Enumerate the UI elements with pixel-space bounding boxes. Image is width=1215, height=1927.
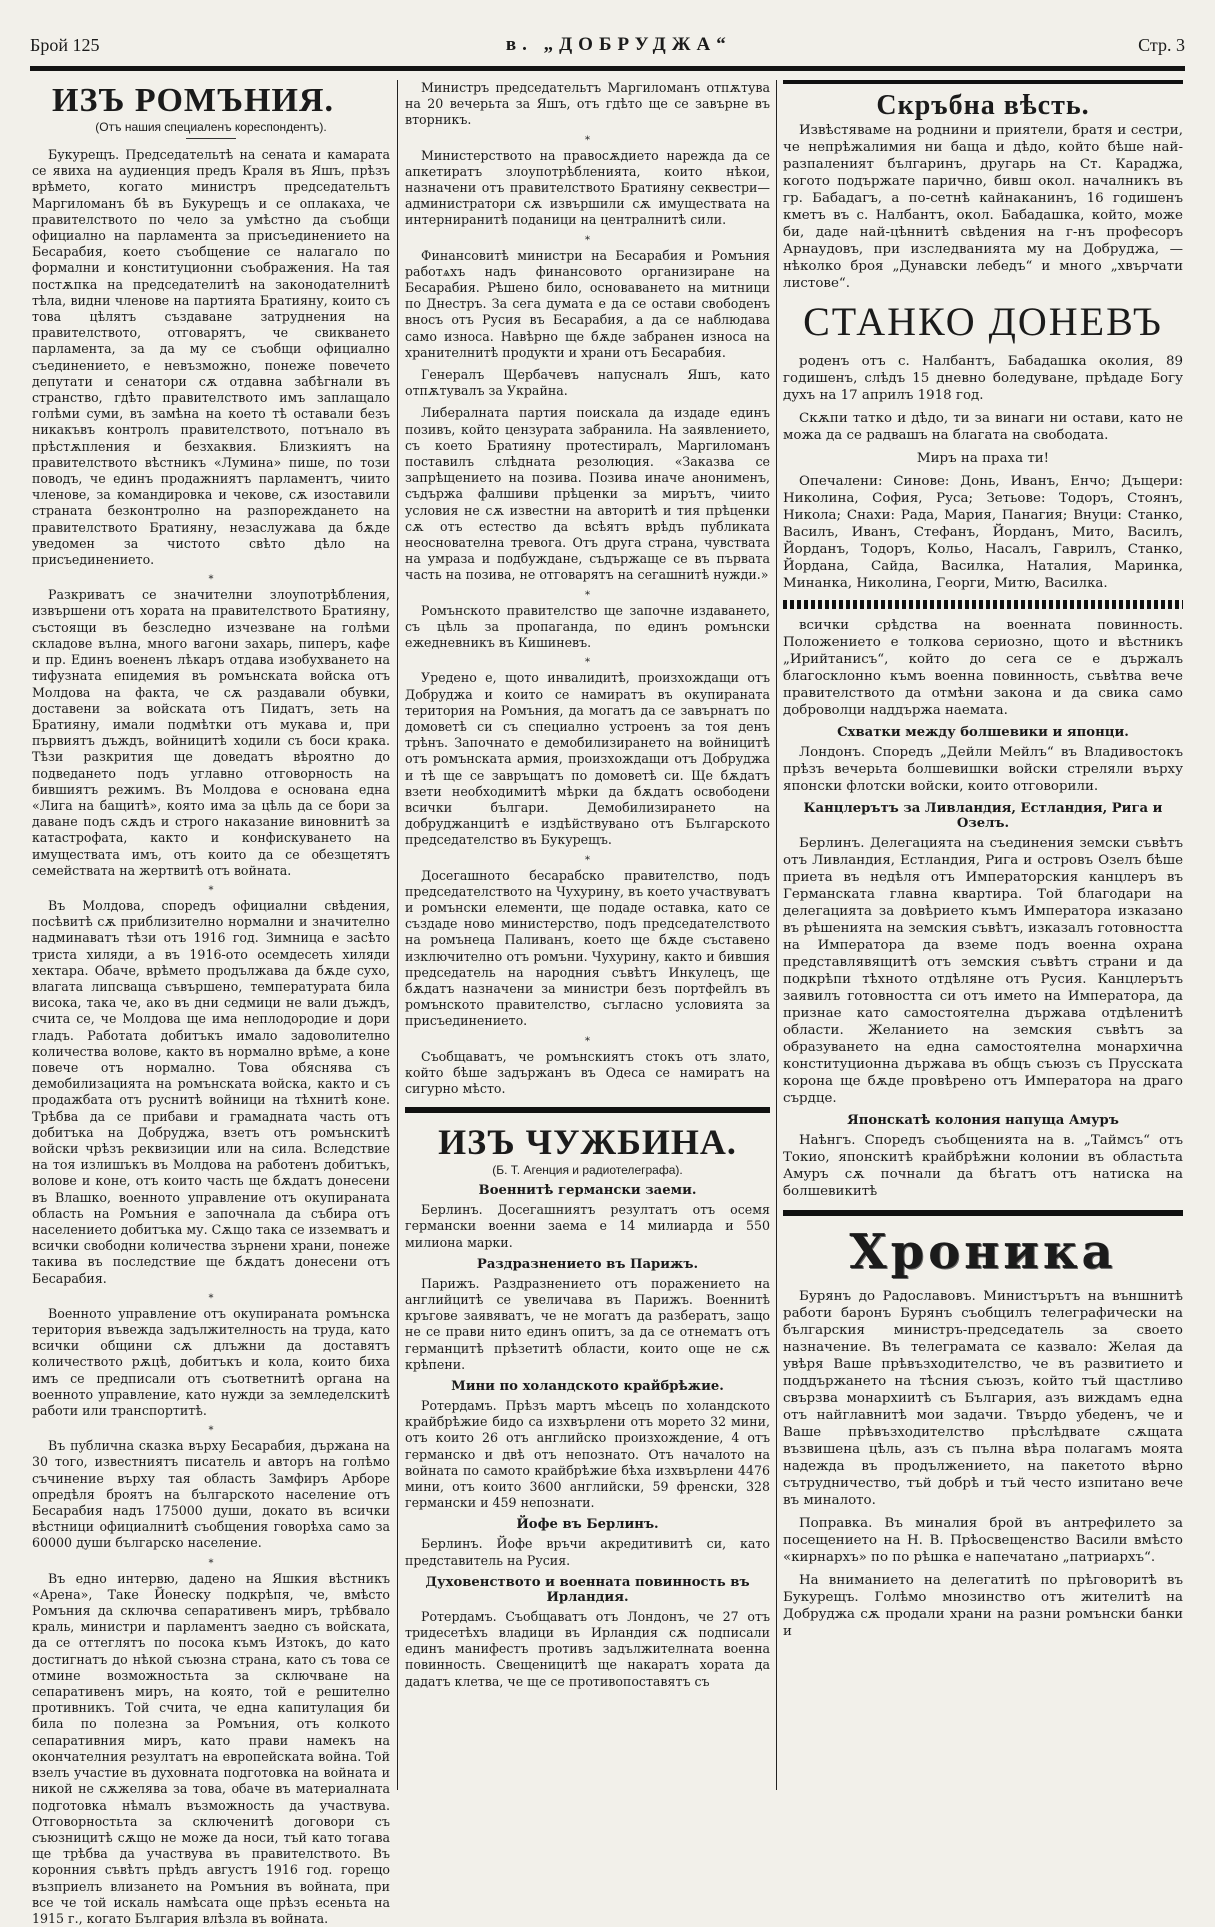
article-paragraph: Букурещъ. Председательтѣ на сената и камарата се явиха на аудиенция предъ Краля въ Яшъ, прѣзъ врѣмето, когато министръ председательтъ Маргиломанъ бѣ въ Букурещъ и се оплакаха, че правителството по чело за умѣстно да съобщи официално на парламента за присъединението на Бесарабия, което съобщение се налагало по формални и конституционни съображения. На тая постѫпка на председателитѣ на законодателнитѣ тѣла, видни членове на партията Братияну, които съ това цѣлятъ създаване затруднения на правителството, отговарятъ, че свикването парламента, за да му се съобщи официално съединението, е невъзможно, понеже повечето депутати и сенатори сѫ отдавна забѣгнали въ странство, гдѣто правителството имъ заплащало голѣми суми, въ замѣна на което тѣ оставали безъ никакъвъ контролъ правителството, потънало въ прѣстѫпления и безхаквия. Близкиятъ на правителството вѣстникъ «Лумина» пише, по този поводъ, че единъ продажниятъ парламентъ, чиито членове, за командировка и чекове, сѫ изоставили страната безконтролно на разпореждането на правителството Братияну, незаслужава да бѫде уведомен за чистото свѣто дѣло на присъединението. [32,147,390,568]
news-headline: Раздразнението въ Парижъ. [476,1256,699,1272]
separator-star: * [585,657,590,669]
masthead-rule [30,66,1185,71]
separator-star: * [208,1425,214,1437]
column-divider [776,80,777,1790]
section-title: ИЗЪ РОМЪНИЯ. [52,82,334,119]
section-title: ИЗЪ ЧУЖБИНА. [438,1122,737,1163]
article-paragraph: Ромънското правителство ще започне издаването, съ цѣль за пропаганда, по единъ ромънски ежедневникъ въ Кишиневъ. [405,602,770,651]
news-headline: Схватки между болшевики и японци. [837,725,1129,740]
article-paragraph: Въ публична сказка върху Бесарабия, държана на 30 того, известниятъ писатель и авторъ на голѣмо съчинение върху тая область Замфиръ Арборе опредѣля броятъ на българското население отъ Бесарабия надъ 175000 души, докато въ всички вѣстници официалнитѣ съобщения говорѣха само за 60000 души българско население. [32,1438,390,1551]
decorative-border [783,600,1183,609]
chronicle-paragraph: На вниманието на делегатитѣ по прѣговоритѣ въ Букурещъ. Голѣмо мнозинство отъ жителитѣ на Добруджа сѫ продали храни на разни ромънски банки и [783,1573,1183,1639]
column-2 [405,80,770,1790]
news-body: Берлинъ. Делегацията на съединения земски съвѣтъ отъ Ливландия, Естландия, Рига и островъ Озелъ бѣше приета въ недѣля отъ Императорския канцлеръ въ Германската главна квартира. Той благодари на делегацията за довѣрието къмъ Императора изказано въ рѣшенията на земския съвѣтъ, изказалъ готовността на Императора да вземе подъ военна охрана представлявящитѣ отъ земския съвѣтъ страни и да подкрѣпи тѣхното отдѣляне отъ Русия. Канцлерътъ заявилъ готовността си отъ името на Императора, да признае като самостоятелна държава отдѣленитѣ области. Желанието на земския съвѣтъ за образуването на една самостоятелна монархична конституционна държава въ общъ съюзъ съ Прусската корона ще бѫде провѣрено отъ Императора на драго сърдце. [783,836,1183,1106]
issue-number: Брой 125 [30,34,100,55]
news-body: Ротердамъ. Съобщаватъ отъ Лондонъ, че 27 отъ тридесетѣхъ владици въ Ирландия сѫ подписали единъ манифестъ противъ задължителната военна повинность. Свещеницитѣ ще накаратъ хората да дадатъ клетва, че ще се противопоставятъ съ [405,1608,770,1689]
chronicle-paragraph: Поправка. Въ миналия брой въ антрефилето за посещението на Н. В. Прѣосвещенство Васили вмѣсто «кирнархъ» по по рѣшка е напечатано „патриархъ“. [783,1516,1183,1565]
section-subtitle: (Отъ нашия специаленъ кореспондентъ). [95,120,327,134]
article-paragraph: Либералната партия поискала да издаде единъ позивъ, който цензурата забранила. На заявлението, съ което Братияну протестиралъ, Маргиломанъ поставилъ слѣдната резолюция. «Заказва се запрѣщението на позива. Позива иначе анонименъ, съдържа фалшиви прѣценки за мирътъ, чиито условия не сѫ известни на авторитѣ и тия прѣценки сѫ отъ естество да всѣятъ врѣдъ публиката неоснователна тревога. Отъ друга страна, чувствата на умраза и подбуждане, съдържаще се въ първата часть на позива, не отговарятъ на сегашнитѣ нужди.» [405,405,770,583]
section-subtitle: (Б. Т. Агенция и радиотелеграфа). [492,1163,683,1178]
obituary-paragraph: Скѫпи татко и дѣдо, ти за винаги ни остави, като не можа да се радвашъ на благата на свободата. [783,411,1183,443]
article-paragraph: Военното управление отъ окупираната ромънска територия въвежда задължителность на труда, като всички общини сѫ длъжни да доставятъ количеството рѫцѣ, добитъкъ и кола, които биха имъ се предписали отъ съответнитѣ органа на военното управление, като нужди за земледелскитѣ работи или транспортитѣ. [32,1305,390,1419]
article-paragraph: Въ Молдова, споредъ официални свѣдения, посѣвитѣ сѫ приблизително нормални и значително надминаватъ тѣзи отъ 1916 год. Зимница е засѣто триста хиляди, а въ 1916-ото осемдесеть хиляди хектара. Обаче, врѣмето продължава да бѫде сухо, влагата липсваща съвършено, температурата била висока, така че, ако въ дни седмици не вали дъждъ, считa се, че Молдова ще има неплодородие и дори гладъ. Работата добитъкъ имало задоволително количества волове, както въ нормално врѣме, а коне повече отъ нормално. Това обяснява съ демобилизацията на ромънската войска, както и съ продажбата отъ руснитѣ войници на тѣхнитѣ коне. Трѣбва да се прибави и грамадната часть отъ добитъка на Добруджа, взетъ отъ ромънскитѣ войски чрѣзъ реквизиции или на сила. Вследствие на тоя излишъкъ въ Молдова на работенъ добитъкъ, волове и коне, отъ които часть ще бѫдатъ донесени въ Влашко, военното управление отъ окупираната область на Ромъния е започнала да събира отъ населението добитъка му. Сѫщо така се изземватъ и всички свободни количества зърнени храни, понеже такива въ последствие ще бѫдатъ донесени отъ Бесарабия. [32,897,390,1286]
separator-star: * [585,589,590,601]
column-divider [397,80,398,1790]
news-body: Ротердамъ. Прѣзъ мартъ мѣсецъ по холандското крайбрѣжие бидо са изхвърлени отъ морето 32 мини, отъ които 26 отъ английско произхождение, 4 отъ германско и двѣ отъ непознато. Отъ началото на войната по самото крайбрѣжие бѣха изхвърлени 4476 мини, отъ които 3600 английски, 59 френски, 328 германски и 459 непознати. [405,1398,770,1511]
news-body: Берлинъ. Йофе връчи акредитивитѣ си, като представитель на Русия. [405,1536,770,1568]
news-body: Лондонъ. Споредъ „Дейли Мейлъ“ въ Владивостокъ прѣзъ вечерьта болшевишки войски стреляли върху японски флотски войски, които отговорили. [783,745,1183,794]
article-paragraph: Министръ председательтъ Маргиломанъ отпѫтува на 20 вечерьта за Яшъ, отъ гдѣто ще се завърне въ вторникъ. [405,80,770,128]
separator-star: * [585,234,590,246]
separator-star: * [208,1557,214,1569]
separator-star: * [585,134,590,146]
chronicle-title: Хроника [849,1224,1117,1280]
separator-star: * [208,1292,214,1304]
article-paragraph: Уредено е, щото инвалидитѣ, произхождащи отъ Добруджа и които се намиратъ въ окупираната територия на Ромъния, да могатъ да се завърнатъ по домоветѣ си съ специално устроенъ за тоя денъ трѣнъ. Започнато е демобилизирането на войницитѣ отъ ромънската армия, произхождащи отъ Добруджа и тѣ ще се завръщатъ по домоветѣ си. Ще бѫдатъ взети необходимитѣ мѣрки да бѫдатъ освободени всички българи. Демобилизирането на добруджанцитѣ е издѣйствувано отъ Българското председателство въ Букурещъ. [405,670,770,848]
article-paragraph: Досегашното бесарабско правителство, подъ председателството на Чухурину, въ което участвуватъ и ромънски елементи, ще подаде оставка, като се създаде ново министерство, подъ председателството на ромънеца Паливанъ, което ще бѫде съставено изключително отъ ромъни. Чухурину, както и бившия председатель на народния съвѣтъ Инкулецъ, ще бѫдатъ назначени за министри безъ портфейлъ въ ромънското правителство, съгласно условията за присъединението. [405,867,770,1029]
article-paragraph: Съобщаватъ, че ромънскиятъ стокъ отъ злато, който бѣше задържанъ въ Одеса се намиратъ на сигурно мѣсто. [405,1048,770,1096]
article-paragraph: Въ едно интервю, дадено на Яшкия вѣстникъ «Арена», Таке Йонеску подкрѣпя, че, вмѣсто Ромъния да сключва сепаративенъ миръ, трѣбвало краль, министри и парламентъ заедно съ войската, да се оттеглятъ по посока къмъ Изтокъ, до като достигнатъ до нѣкой съюзна страна, като съ това се отмине возможностьта за сключване на сепаративенъ миръ, на която, той е решително противникъ. Той счита, че една капитулация би била по полезна за Ромъния, отъ колкото сепаративния миръ, като прави намекъ на окончателния резултатъ на европейската война. Той взелъ участие въ духовната подготовка на войната и никой не сѫжелява за това, обаче въ материалната подготовка нѣмалъ възможность да участвува. Отговорностьта за сключенитѣ договори съ съюзницитѣ сѫщо не може да носи, тъй като тогава ще трѣбва да участвува въ правителството. Въ коронния съвѣтъ прѣдъ августъ 1916 год. горещо възприелъ влизането на Ромъния въ войната, при все че той искаль намѣсата още прѣзъ есеньта на 1915 г., когато България влѣзла въ войната. [32,1570,390,1926]
news-body: Парижъ. Раздразнението отъ поражението на английцитѣ се увеличава въ Парижъ. Военнитѣ кръгове заявяватъ, че не могатъ да разбератъ, защо не се прави нито единъ опитъ, за да се отнематъ отъ германцитѣ прѣзетитѣ области, които още не сѫ крѣпени. [405,1275,770,1372]
section-rule [405,1107,770,1113]
news-headline: Военнитѣ германски заеми. [478,1183,697,1199]
chronicle-paragraph: Бурянъ до Радославовъ. Министърътъ на външнитѣ работи баронъ Бурянъ съобщилъ телеграфически на българския министръ-председатель за своето назначение. Въ телеграмата се казвало: Желая да увѣря Вашe прѣвъзходителство, че въ развитието и поддържането на тѣсния съюзъ, който тъй щастливо свързва монархиитѣ съ България, азъ виждамъ една отъ найглавнитѣ мои задачи. Твърдо убеденъ, че и Ваше прѣвъзходителство прѣслѣдвате сѫщата възвишена цѣль, азъ съ пълна вѣра полагамъ моята надежда въ продължението, на пакетото вѣрно сътрудничество, тъй добрѣ и тъй често изпитано вече въ миналото. [783,1289,1183,1508]
news-headline: Духовенството и военната повинность въ Ирландия. [425,1574,750,1605]
obituary-peace: Миръ на праха ти! [916,451,1050,466]
article-paragraph: Финансовитѣ министри на Бесарабия и Ромъния работѧхъ надъ финансовото организиране на Бесарабия. Рѣшено било, основаването на митници по Днестръ. За сега думата е да се остави свободенъ вносъ отъ Русия въ Бесарабия, а да се наблюдава само износа. Навѣрно ще бѫде забранен износа на хранителнитѣ продукти и храни отъ Бесарабия. [405,247,770,360]
article-paragraph: Генералъ Щербачевъ напусналъ Яшъ, като отпѫтувалъ за Украйна. [405,367,770,399]
obituary-paragraph: роденъ отъ с. Налбантъ, Бабадашка околия, 89 годишенъ, слѣдъ 15 дневно боледуване, прѣдаде Богу духъ на 17 априлъ 1918 год. [783,354,1183,403]
article-paragraph: Разкриватъ се значителни злоупотрѣбления, извършени отъ хората на правителството Братияну, състоящи въ безследно изчезване на голѣми складове вълна, много вагони захарь, пиперъ, кафе и пр. Единъ воененъ лѣкаръ отдава изобухването на тифузната епидемия въ ромънската войска отъ Молдова на факта, че сѫ раздавали обувки, доставени за войската отъ Пидатъ, зеть на Братияну, имали подмѣтки отъ мукава и, при първиятъ дъждъ, войницитѣ ходили съ боси крака. Тѣзи разкрития ще доведатъ вѣроятно до подведането подъ углавно отговорность на бившиятъ режимъ. Въ Молдова е основана една «Лига на бащитѣ», която има за цѣль да се бори за даване подъ сѫдъ и строго наказание виновнитѣ за катастрофата, както и конфискуването на имуществата имъ, отъ които да се обезщетятъ семействата на жертвитѣ отъ войната. [32,587,390,878]
separator-star: * [585,1035,590,1047]
obituary-name: СТАНКО ДОНЕВЪ [803,299,1163,344]
news-headline: Японскатѣ колония напуща Амуръ [847,1113,1119,1128]
section-rule [783,1210,1183,1216]
separator-star: * [208,574,214,586]
news-headline: Йофе въ Берлинъ. [516,1517,659,1533]
page-number: Стр. 3 [1138,34,1185,55]
article-paragraph: Министерството на правосѫдието нарежда да се апкетиратъ злоупотрѣбленията, които нѣкои, назначени отъ правителството Братияну секвестри—администратори сѫ извършили сѫ имуществата на интерниранитѣ поданици на централнитѣ сили. [405,147,770,228]
article-paragraph: всички срѣдства на военната повинность. Положението е толкова сериозно, щото и вѣстникъ „Ирийтанисъ“, който до сега се е държалъ благосклонно къмъ военна повинность, съвѣтва вече правителството да отмѣни закона и да свика само доброволци наддържа наемата. [783,618,1183,718]
masthead [30,25,1185,65]
obituary-paragraph: Извѣстяваме на роднини и приятели, братя и сестри, че непрѣжалимия ни баща и дѣдо, който бѣше най-разпаленият българинъ, другарь на Ст. Караджа, когото подържате парично, бивш окол. началникъ въ гр. Бабадагъ, а по-сетнѣ кайнаканинъ, 16 годишенъ кметъ въ с. Налбантъ, окол. Бабадашка, който, може би, даде най-цѣннитѣ свѣдения на г-нъ професоръ Арнаудовъ, при изследванията му на Добруджа, — нѣколко броя „Дунавски лебедъ“ и много „хвърчати листове“. [783,123,1183,291]
news-body: Берлинъ. Досегашниятъ резултатъ отъ осемя германски военни заема е 14 милиарда и 550 милиона марки. [405,1202,770,1250]
news-headline: Канцлерътъ за Ливландия, Естландия, Рига и Озелъ. [803,801,1163,831]
separator-star: * [208,884,214,896]
newspaper-title: в. „ДОБРУДЖА“ [505,34,732,55]
column-3 [783,80,1183,1790]
news-headline: Мини по холандското крайбрѣжие. [451,1379,724,1394]
news-body: Наѣнгъ. Споредъ съобщенията на в. „Таймсъ“ отъ Токио, японскитѣ крайбрѣжни колонии въ областьта Амуръ сѫ почнали да бѣгатъ отъ натиска на болшевикитѣ [783,1133,1183,1199]
divider [186,138,236,139]
obituary-frame-rule [783,80,1183,84]
column-1 [32,80,390,1926]
obituary-mourners: Опечалени: Синове: Донь, Иванъ, Енчо; Дъщери: Николина, София, Руса; Зетьове: Тодоръ, Стоянъ, Никола; Снахи: Рада, Мария, Панагия; Внуци: Станко, Василъ, Иванъ, Стефанъ, Йорданъ, Мито, Василъ, Йорданъ, Тодоръ, Кольо, Насалъ, Гаврилъ, Станко, Йордана, Сайда, Василка, Наталия, Маринка, Минанка, Николина, Георги, Митю, Василка. [783,474,1183,591]
obituary-title: Скръбна вѣсть. [876,90,1090,121]
separator-star: * [585,854,590,866]
